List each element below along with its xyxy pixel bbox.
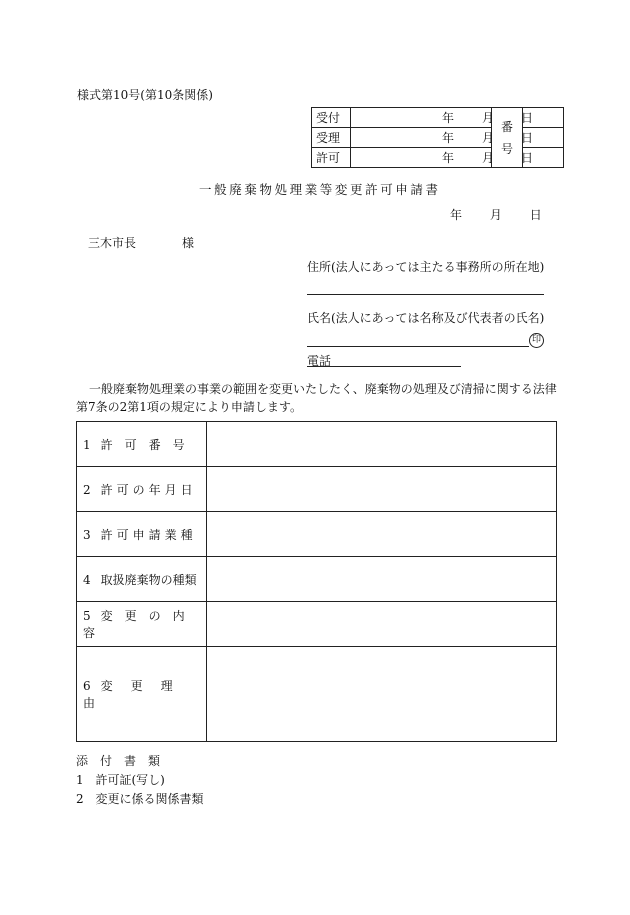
item-number: 6	[83, 679, 91, 693]
date-month-label: 月	[489, 208, 502, 222]
reception-row	[312, 128, 564, 148]
item-label: 変 更 の 内 容	[83, 609, 197, 640]
item-label: 許可申請業種	[100, 527, 197, 542]
item-number: 1	[83, 437, 91, 452]
seal-text: 印	[531, 335, 541, 345]
name-label: 氏名(法人にあっては名称及び代表者の氏名)	[307, 311, 545, 325]
reception-date-field[interactable]	[351, 108, 534, 128]
date-year-label: 年	[450, 208, 463, 222]
seal-mark	[529, 333, 544, 348]
number-label-top: 番	[500, 119, 513, 134]
attachment-text: 変更に係る関係書類	[95, 792, 204, 806]
table-row	[77, 467, 557, 512]
reception-box	[311, 107, 564, 168]
item-label-cell	[77, 647, 207, 742]
reception-label: 受付	[312, 108, 351, 128]
day-label: 日	[521, 111, 534, 125]
item-label: 取扱廃棄物の種類	[100, 572, 197, 587]
attachment-item	[76, 771, 165, 788]
item-number: 5	[83, 609, 91, 623]
item-label-cell	[77, 512, 207, 557]
application-date[interactable]	[450, 206, 542, 223]
month-label: 月	[482, 111, 495, 125]
phone-label: 電話	[307, 354, 332, 368]
item-number: 2	[83, 482, 91, 497]
permit-number-field[interactable]	[206, 422, 556, 467]
year-label: 年	[442, 111, 455, 125]
number-label-bottom: 号	[500, 141, 513, 156]
address-label: 住所(法人にあっては主たる事務所の所在地)	[307, 260, 545, 274]
reception-row	[312, 148, 564, 168]
attachment-number: 1	[76, 773, 84, 787]
item-number: 4	[83, 572, 91, 587]
table-row	[77, 512, 557, 557]
attachment-item	[76, 790, 203, 807]
attachment-text: 許可証(写し)	[95, 773, 165, 787]
phone-field-line[interactable]	[307, 366, 461, 367]
reception-label: 受理	[312, 128, 351, 148]
addressee-name: 三木市長	[88, 236, 137, 250]
table-row	[77, 602, 557, 647]
attachment-number: 2	[76, 792, 84, 806]
document-title: 一般廃棄物処理業等変更許可申請書	[199, 182, 441, 197]
month-label: 月	[482, 131, 495, 145]
body-text-line-2: 第7条の2第1項の規定により申請します。	[76, 400, 302, 414]
waste-type-field[interactable]	[206, 557, 556, 602]
reception-row	[312, 108, 564, 128]
item-label: 許可の年月日	[100, 482, 197, 497]
business-type-field[interactable]	[206, 512, 556, 557]
item-label-cell	[77, 602, 207, 647]
item-number: 3	[83, 527, 91, 542]
address-field-line[interactable]	[307, 294, 544, 295]
year-label: 年	[442, 151, 455, 165]
month-label: 月	[482, 151, 495, 165]
reception-label: 許可	[312, 148, 351, 168]
year-label: 年	[442, 131, 455, 145]
change-content-field[interactable]	[206, 602, 556, 647]
item-label-cell	[77, 557, 207, 602]
day-label: 日	[521, 131, 534, 145]
attachments-heading: 添 付 書 類	[76, 754, 161, 768]
name-field-line[interactable]	[307, 346, 529, 347]
number-label-cell	[492, 108, 523, 168]
item-label: 許 可 番 号	[100, 437, 185, 452]
reception-date-field[interactable]	[351, 128, 534, 148]
item-label-cell	[77, 467, 207, 512]
body-text-line-1: 一般廃棄物処理業の事業の範囲を変更いたしたく、廃棄物の処理及び清掃に関する法律	[89, 382, 557, 396]
addressee-honorific: 様	[182, 236, 195, 250]
form-number: 様式第10号(第10条関係)	[77, 88, 213, 102]
change-reason-field[interactable]	[206, 647, 556, 742]
table-row	[77, 422, 557, 467]
day-label: 日	[521, 151, 534, 165]
item-label-cell	[77, 422, 207, 467]
application-items-table	[76, 421, 557, 742]
table-row	[77, 647, 557, 742]
item-label: 変 更 理 由	[83, 679, 191, 710]
permit-date-field[interactable]	[206, 467, 556, 512]
table-row	[77, 557, 557, 602]
date-day-label: 日	[529, 208, 542, 222]
reception-date-field[interactable]	[351, 148, 534, 168]
